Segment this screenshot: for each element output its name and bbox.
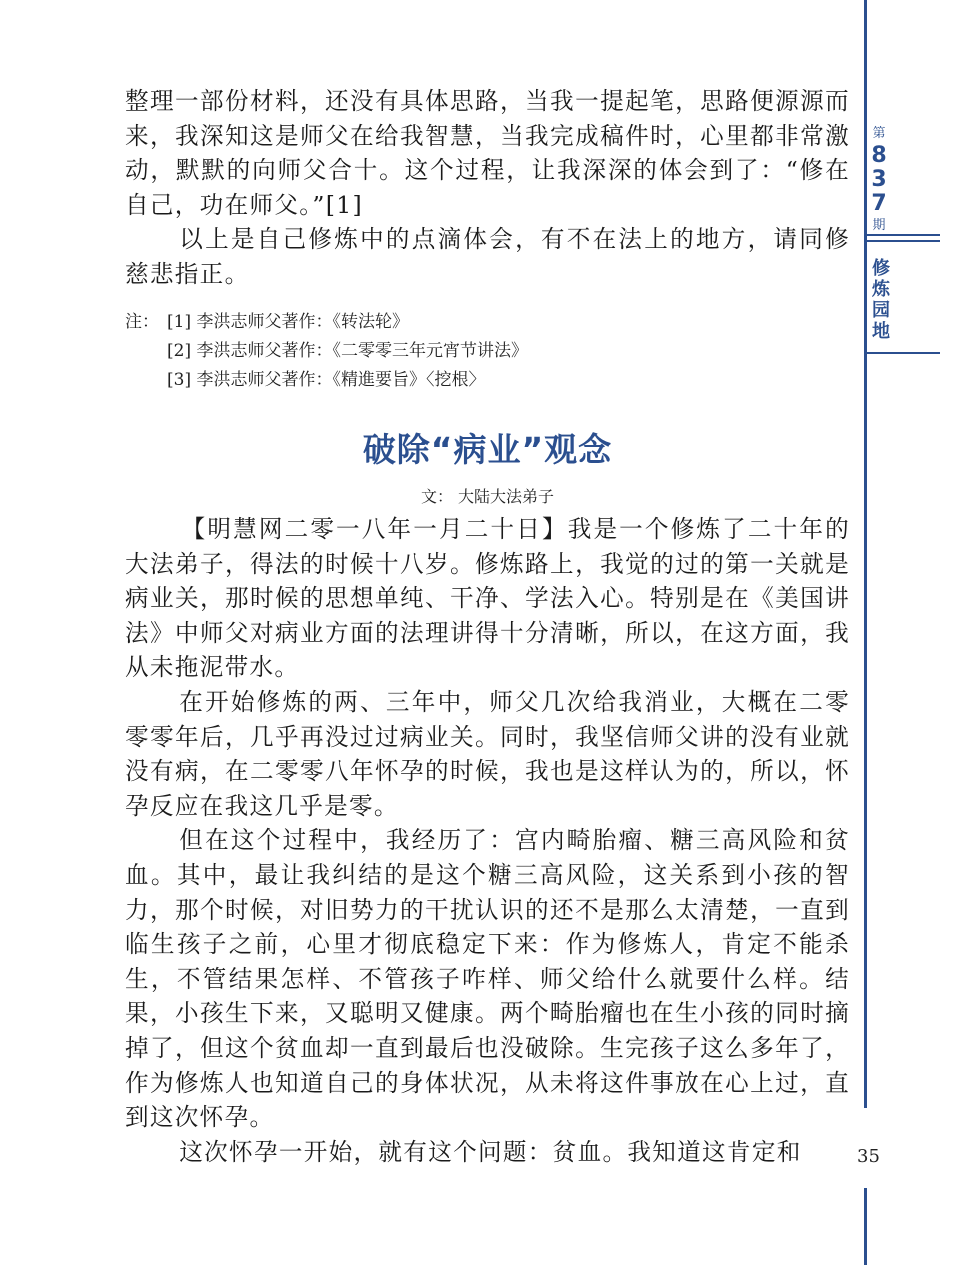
paragraph: 整理一部份材料，还没有具体思路，当我一提起笔，思路便源源而来，我深知这是师父在给我智慧，当我完成稿件时，心里都非常激动，默默的向师父合十。这个过程，让我深深的体会到了：“修在自己，功在师父。”[1]: [125, 87, 850, 219]
section-char: 地: [872, 321, 890, 342]
issue-number: [868, 124, 890, 236]
margin-rule: [864, 1188, 867, 1265]
footnote-item: [1] 李洪志师父著作：《转法轮》: [167, 312, 409, 332]
margin-rule: [864, 0, 867, 1108]
page-number: 35: [857, 1146, 880, 1167]
footnote-item: [3] 李洪志师父著作：《精進要旨》〈挖根〉: [167, 370, 486, 390]
issue-digit: 7: [871, 191, 887, 216]
article-body: [125, 512, 850, 1169]
section-char: 修: [872, 258, 890, 279]
section-char: 园: [872, 300, 890, 321]
issue-suffix: 期: [872, 218, 886, 233]
paragraph: 在开始修炼的两、三年中，师父几次给我消业，大概在二零零零年后，几乎再没过过病业关。同时，我坚信师父讲的没有业就没有病，在二零零八年怀孕的时候，我也是这样认为的，所以，怀孕反应在我这几乎是零。: [125, 687, 850, 820]
footnotes: [125, 308, 825, 395]
footnote-row: [125, 308, 825, 337]
article-title: 破除“病业”观念: [362, 430, 613, 469]
section-char: 炼: [872, 279, 890, 300]
paragraph: 以上是自己修炼中的点滴体会，有不在法上的地方，请同修慈悲指正。: [125, 225, 850, 288]
issue-prefix: 第: [872, 126, 886, 141]
sidebar-divider: [864, 240, 940, 242]
footnote-item: [2] 李洪志师父著作：《二零零三年元宵节讲法》: [167, 341, 528, 361]
paragraph: 【明慧网二零一八年一月二十日】我是一个修炼了二十年的大法弟子，得法的时候十八岁。修炼路上，我觉的过的第一关就是病业关，那时候的思想单纯、干净、学法入心。特别是在《美国讲法》中师父对病业方面的法理讲得十分清晰，所以，在这方面，我从未拖泥带水。: [125, 515, 850, 682]
issue-digit: 8: [871, 143, 887, 168]
footnote-lead: 注：: [125, 312, 159, 332]
footnote-row: [125, 337, 825, 366]
paragraph: 这次怀孕一开始，就有这个问题：贫血。我知道这肯定和: [179, 1137, 802, 1166]
issue-digit: 3: [871, 167, 887, 192]
section-label: [869, 258, 893, 342]
previous-article-ending: [125, 84, 850, 292]
paragraph: 但在这个过程中，我经历了：宫内畸胎瘤、糖三高风险和贫血。其中，最让我纠结的是这个糖三高风险，这关系到小孩的智力，那个时候，对旧势力的干扰认识的还不是那么太清楚，一直到临生孩子之前，心里才彻底稳定下来：作为修炼人，肯定不能杀生，不管结果怎样、不管孩子咋样、师父给什么就要什么样。结果，小孩生下来，又聪明又健康。两个畸胎瘤也在生小孩的同时摘掉了，但这个贫血却一直到最后也没破除。生完孩子这么多年了，作为修炼人也知道自己的身体状况，从未将这件事放在心上过，直到这次怀孕。: [125, 826, 850, 1132]
footnote-row: [125, 366, 825, 395]
article-byline: 文： 大陆大法弟子: [420, 487, 555, 506]
sidebar-divider: [864, 352, 940, 354]
